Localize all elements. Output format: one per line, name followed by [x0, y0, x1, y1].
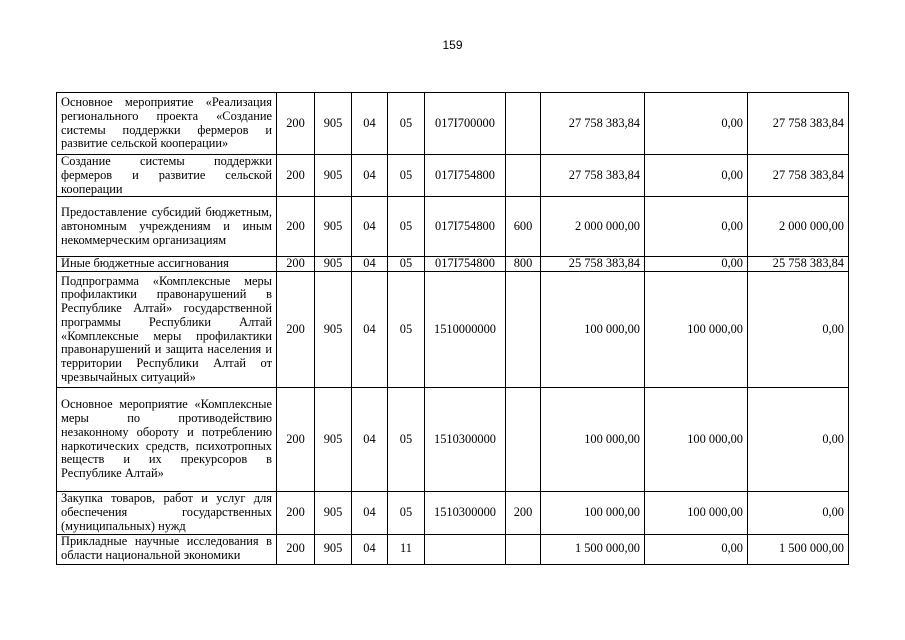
amount-total-cell: 100 000,00 [541, 388, 645, 492]
section-cell: 04 [352, 197, 388, 257]
code-200-cell: 200 [277, 534, 315, 564]
amount-regional-cell: 2 000 000,00 [748, 197, 849, 257]
expense-type-cell [506, 534, 541, 564]
row-name-cell: Основное мероприятие «Комплексные меры по противодействию незаконному обороту и потреблению наркотических средств, психотропных веществ и их прекурсоров в Республике Алтай» [57, 388, 277, 492]
target-article-cell: 1510300000 [425, 492, 506, 534]
table-body [57, 93, 849, 565]
code-200-cell: 200 [277, 93, 315, 155]
table-row [57, 197, 849, 257]
target-article-cell: 017I700000 [425, 93, 506, 155]
code-200-cell: 200 [277, 197, 315, 257]
code-905-cell: 905 [315, 197, 352, 257]
subsection-cell: 05 [388, 272, 425, 388]
amount-total-cell: 25 758 383,84 [541, 257, 645, 272]
amount-federal-cell: 0,00 [645, 155, 748, 197]
table-row [57, 155, 849, 197]
amount-total-cell: 100 000,00 [541, 272, 645, 388]
expense-type-cell: 800 [506, 257, 541, 272]
amount-regional-cell: 27 758 383,84 [748, 155, 849, 197]
target-article-cell [425, 534, 506, 564]
page-number: 159 [442, 38, 463, 52]
table-row [57, 93, 849, 155]
subsection-cell: 05 [388, 93, 425, 155]
code-905-cell: 905 [315, 388, 352, 492]
subsection-cell: 05 [388, 257, 425, 272]
target-article-cell: 1510000000 [425, 272, 506, 388]
section-cell: 04 [352, 155, 388, 197]
table-row [57, 492, 849, 534]
subsection-cell: 05 [388, 197, 425, 257]
amount-federal-cell: 100 000,00 [645, 272, 748, 388]
code-905-cell: 905 [315, 492, 352, 534]
code-200-cell: 200 [277, 257, 315, 272]
section-cell: 04 [352, 272, 388, 388]
table-row [57, 534, 849, 564]
target-article-cell: 017I754800 [425, 155, 506, 197]
code-905-cell: 905 [315, 93, 352, 155]
section-cell: 04 [352, 388, 388, 492]
table-row [57, 388, 849, 492]
amount-federal-cell: 0,00 [645, 93, 748, 155]
section-cell: 04 [352, 492, 388, 534]
expense-type-cell [506, 388, 541, 492]
subsection-cell: 05 [388, 155, 425, 197]
amount-regional-cell: 0,00 [748, 388, 849, 492]
code-905-cell: 905 [315, 272, 352, 388]
row-name-cell: Подпрограмма «Комплексные меры профилактики правонарушений в Республике Алтай» государственной программы Республики Алтай «Комплексные меры профилактики правонарушений и защита населения и территории Республики Алтай от чрезвычайных ситуаций» [57, 272, 277, 388]
amount-federal-cell: 0,00 [645, 197, 748, 257]
amount-regional-cell: 0,00 [748, 492, 849, 534]
row-name-cell: Закупка товаров, работ и услуг для обеспечения государственных (муниципальных) нужд [57, 492, 277, 534]
amount-total-cell: 2 000 000,00 [541, 197, 645, 257]
amount-total-cell: 1 500 000,00 [541, 534, 645, 564]
code-200-cell: 200 [277, 388, 315, 492]
target-article-cell: 017I754800 [425, 257, 506, 272]
expense-type-cell [506, 272, 541, 388]
section-cell: 04 [352, 534, 388, 564]
amount-regional-cell: 25 758 383,84 [748, 257, 849, 272]
expense-type-cell: 600 [506, 197, 541, 257]
section-cell: 04 [352, 257, 388, 272]
code-905-cell: 905 [315, 155, 352, 197]
target-article-cell: 1510300000 [425, 388, 506, 492]
table-row [57, 272, 849, 388]
row-name-cell: Предоставление субсидий бюджетным, автономным учреждениям и иным некоммерческим организациям [57, 197, 277, 257]
expense-type-cell: 200 [506, 492, 541, 534]
amount-federal-cell: 0,00 [645, 257, 748, 272]
target-article-cell: 017I754800 [425, 197, 506, 257]
amount-federal-cell: 100 000,00 [645, 388, 748, 492]
code-905-cell: 905 [315, 534, 352, 564]
amount-total-cell: 100 000,00 [541, 492, 645, 534]
amount-total-cell: 27 758 383,84 [541, 155, 645, 197]
budget-table [56, 92, 849, 565]
amount-regional-cell: 0,00 [748, 272, 849, 388]
section-cell: 04 [352, 93, 388, 155]
expense-type-cell [506, 155, 541, 197]
code-200-cell: 200 [277, 155, 315, 197]
row-name-cell: Иные бюджетные ассигнования [57, 257, 277, 272]
amount-regional-cell: 1 500 000,00 [748, 534, 849, 564]
amount-federal-cell: 100 000,00 [645, 492, 748, 534]
subsection-cell: 05 [388, 492, 425, 534]
row-name-cell: Создание системы поддержки фермеров и развитие сельской кооперации [57, 155, 277, 197]
code-200-cell: 200 [277, 492, 315, 534]
row-name-cell: Основное мероприятие «Реализация регионального проекта «Создание системы поддержки фермеров и развитие сельской кооперации» [57, 93, 277, 155]
code-905-cell: 905 [315, 257, 352, 272]
amount-federal-cell: 0,00 [645, 534, 748, 564]
table-row [57, 257, 849, 272]
subsection-cell: 11 [388, 534, 425, 564]
code-200-cell: 200 [277, 272, 315, 388]
amount-regional-cell: 27 758 383,84 [748, 93, 849, 155]
expense-type-cell [506, 93, 541, 155]
row-name-cell: Прикладные научные исследования в области национальной экономики [57, 534, 277, 564]
amount-total-cell: 27 758 383,84 [541, 93, 645, 155]
subsection-cell: 05 [388, 388, 425, 492]
